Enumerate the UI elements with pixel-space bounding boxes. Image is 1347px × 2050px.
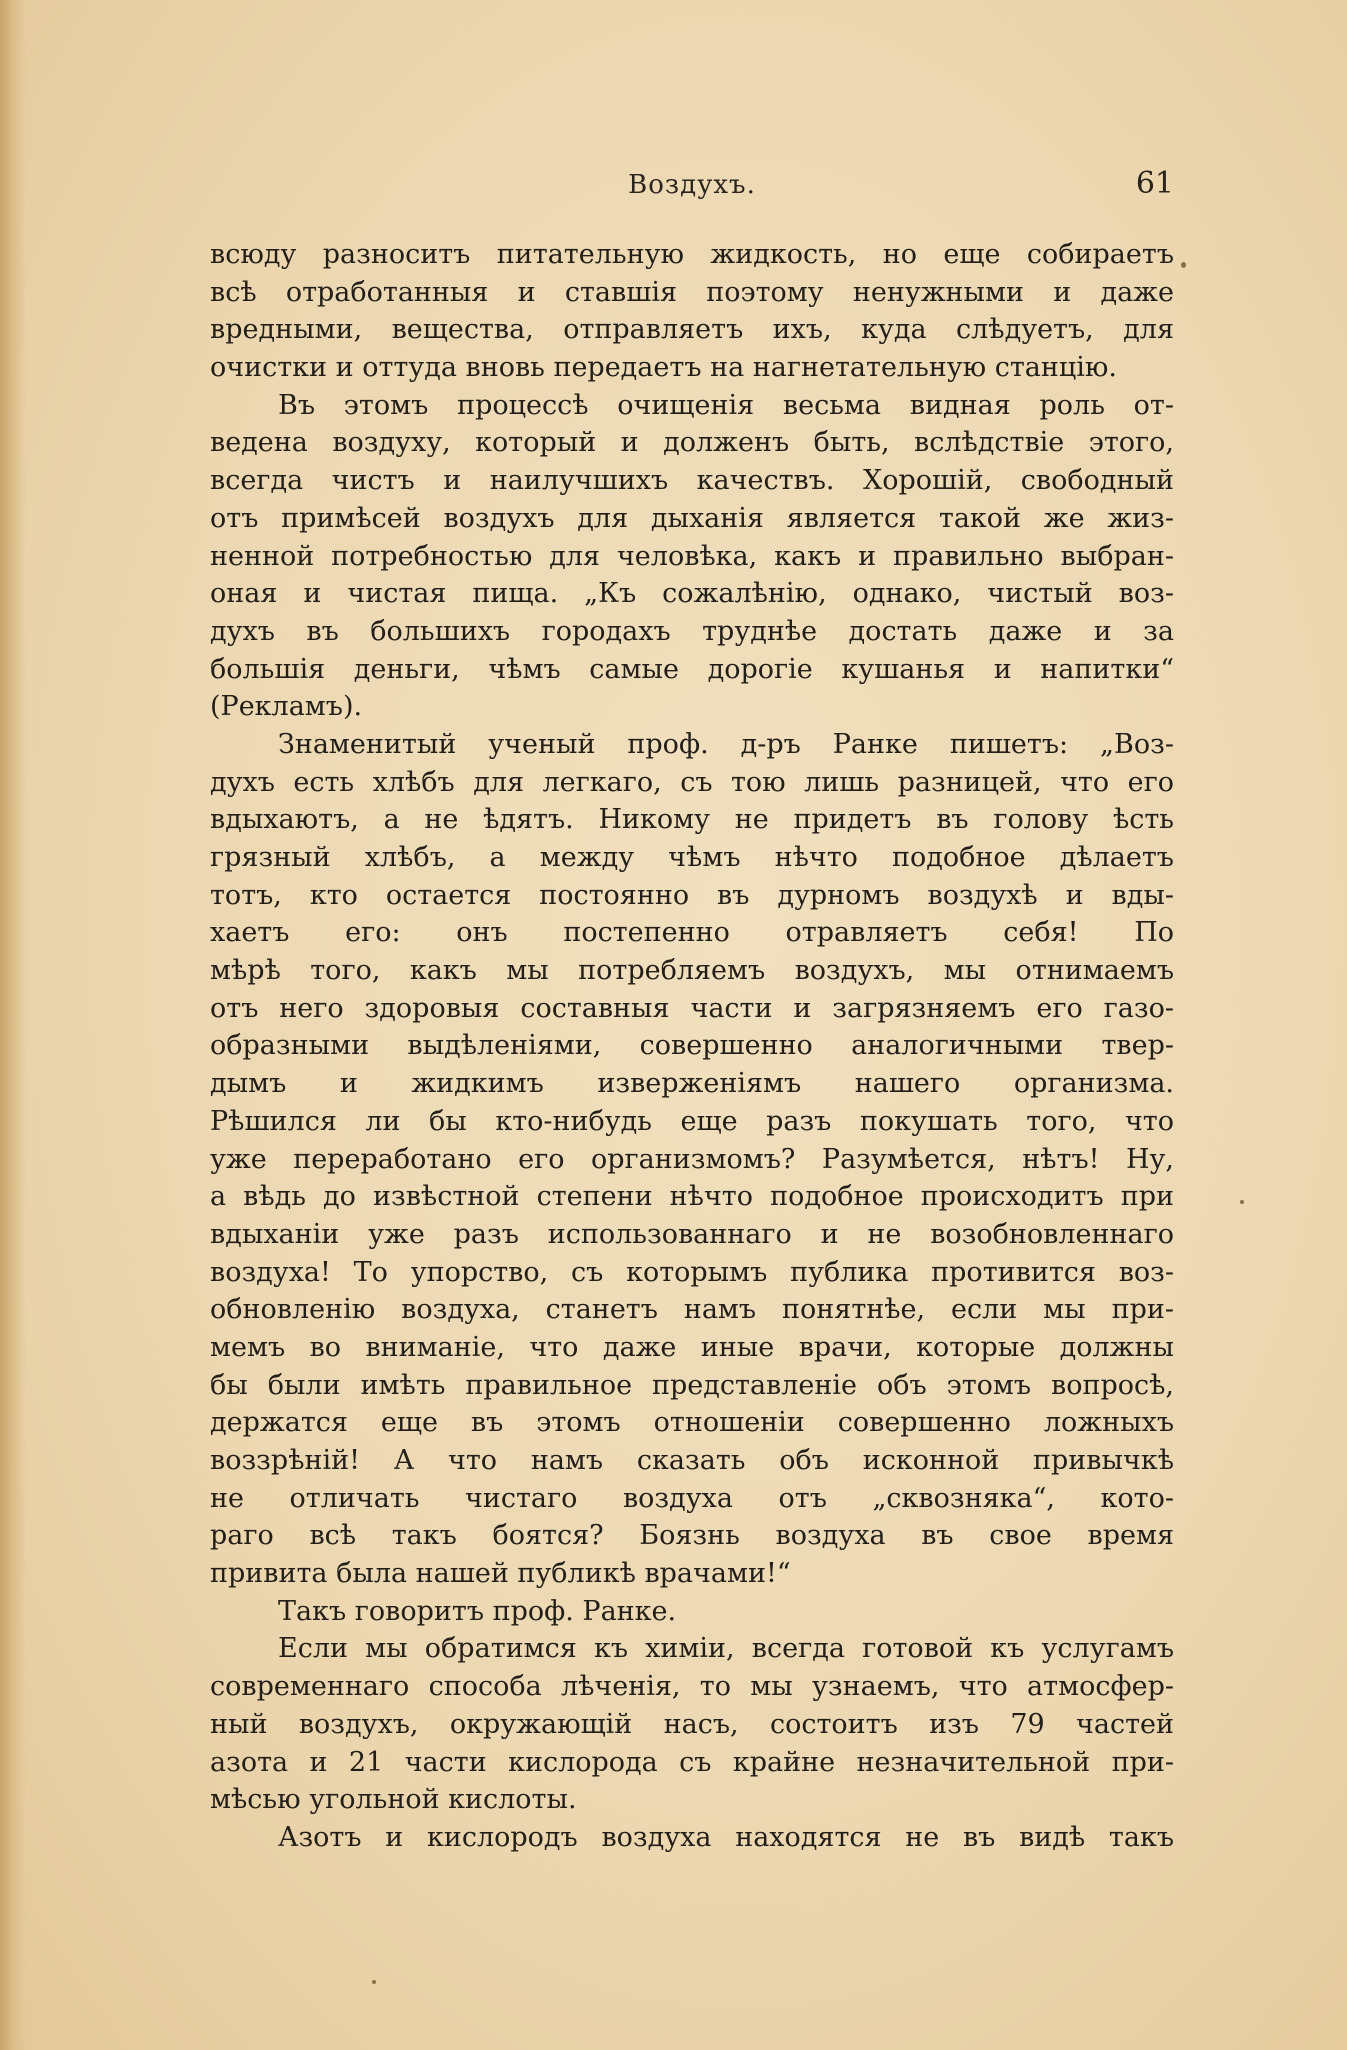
page-gutter-shadow <box>0 0 26 2050</box>
page-header <box>210 166 1174 206</box>
paper-speck <box>1240 1200 1244 1204</box>
text-line: ведена воздуху, который и долженъ быть, вслѣдствіе этого, <box>210 427 1174 459</box>
text-line: грязный хлѣбъ, а между чѣмъ нѣчто подобное дѣлаетъ <box>210 842 1174 873</box>
text-line: духъ есть хлѣбъ для легкаго, съ тою лишь разницей, что его <box>210 766 1174 798</box>
text-line: всѣ отработанныя и ставшія поэтому ненужными и даже <box>210 276 1174 308</box>
text-line: всегда чистъ и наилучшихъ качествъ. Хорошій, свободный <box>210 465 1174 497</box>
text-line: ненной потребностью для человѣка, какъ и правильно выбран- <box>210 540 1174 572</box>
text-line: уже переработано его организмомъ? Разумѣется, нѣтъ! Ну, <box>210 1143 1174 1175</box>
text-line: мемъ во вниманіе, что даже иные врачи, которые должны <box>210 1331 1174 1363</box>
text-line: воззрѣній! А что намъ сказать объ исконной привычкѣ <box>210 1445 1174 1476</box>
text-line: Такъ говоритъ проф. Ранке. <box>278 1595 677 1627</box>
text-line: оная и чистая пища. „Къ сожалѣнію, однако, чистый воз- <box>210 578 1174 610</box>
text-line: мѣрѣ того, какъ мы потребляемъ воздухъ, мы отнимаемъ <box>210 955 1174 987</box>
text-line: ный воздухъ, окружающій насъ, состоитъ изъ 79 частей <box>210 1708 1174 1740</box>
text-line: Азотъ и кислородъ воздуха находятся не въ видѣ такъ <box>278 1821 1174 1853</box>
text-line: раго всѣ такъ боятся? Боязнь воздуха въ свое время <box>210 1520 1174 1552</box>
text-line: вредными, вещества, отправляетъ ихъ, куда слѣдуетъ, для <box>210 314 1174 346</box>
body-text <box>210 236 1174 1857</box>
text-line: всюду разноситъ питательную жидкость, но еще собираетъ <box>210 239 1174 270</box>
text-line: Въ этомъ процессѣ очищенія весьма видная роль от- <box>278 389 1174 421</box>
text-line: воздуха! То упорство, съ которымъ публика противится воз- <box>210 1256 1174 1288</box>
text-line: (Рекламъ). <box>210 691 363 723</box>
running-title: Воздухъ. <box>628 170 756 200</box>
text-line: вдыханіи уже разъ использованнаго и не возобновленнаго <box>210 1218 1174 1250</box>
text-line: духъ въ большихъ городахъ труднѣе достать даже и за <box>210 615 1174 647</box>
text-line: хаетъ его: онъ постепенно отравляетъ себя! По <box>210 917 1174 949</box>
text-line: очистки и оттуда вновь передаетъ на нагнетательную станцію. <box>210 352 1117 384</box>
page-number: 61 <box>1135 166 1174 201</box>
text-line: Если мы обратимся къ химіи, всегда готовой къ услугамъ <box>278 1633 1174 1665</box>
text-line: бы были имѣть правильное представленіе объ этомъ вопросѣ, <box>210 1369 1174 1401</box>
text-line: мѣсью угольной кислоты. <box>210 1784 577 1816</box>
text-line: не отличать чистаго воздуха отъ „сквозняка“, кото- <box>210 1482 1174 1514</box>
text-line: большія деньги, чѣмъ самые дорогіе кушанья и напитки“ <box>210 653 1174 685</box>
text-line: тотъ, кто остается постоянно въ дурномъ воздухѣ и вды- <box>210 879 1174 911</box>
text-line: азота и 21 части кислорода съ крайне незначительной при- <box>210 1746 1174 1778</box>
text-line: вдыхаютъ, а не ѣдятъ. Никому не придетъ въ голову ѣсть <box>210 804 1174 836</box>
text-line: обновленію воздуха, станетъ намъ понятнѣе, если мы при- <box>210 1294 1174 1326</box>
paper-speck <box>372 1980 376 1984</box>
text-line: а вѣдь до извѣстной степени нѣчто подобное происходитъ при <box>210 1181 1174 1213</box>
text-line: современнаго способа лѣченія, то мы узнаемъ, что атмосфер- <box>210 1671 1174 1703</box>
text-line: Рѣшился ли бы кто-нибудь еще разъ покушать того, что <box>210 1105 1174 1137</box>
text-line: держатся еще въ этомъ отношеніи совершенно ложныхъ <box>210 1407 1174 1439</box>
paper-speck <box>1181 262 1186 268</box>
text-line: Знаменитый ученый проф. д-ръ Ранке пишетъ: „Воз- <box>278 728 1174 760</box>
text-line: отъ него здоровыя составныя части и загрязняемъ его газо- <box>210 992 1174 1024</box>
text-line: дымъ и жидкимъ изверженіямъ нашего организма. <box>210 1068 1174 1100</box>
text-line: отъ примѣсей воздухъ для дыханія является такой же жиз- <box>210 502 1174 534</box>
text-line: привита была нашей публикѣ врачами!“ <box>210 1558 791 1590</box>
text-line: образными выдѣленіями, совершенно аналогичными твер- <box>210 1030 1174 1062</box>
